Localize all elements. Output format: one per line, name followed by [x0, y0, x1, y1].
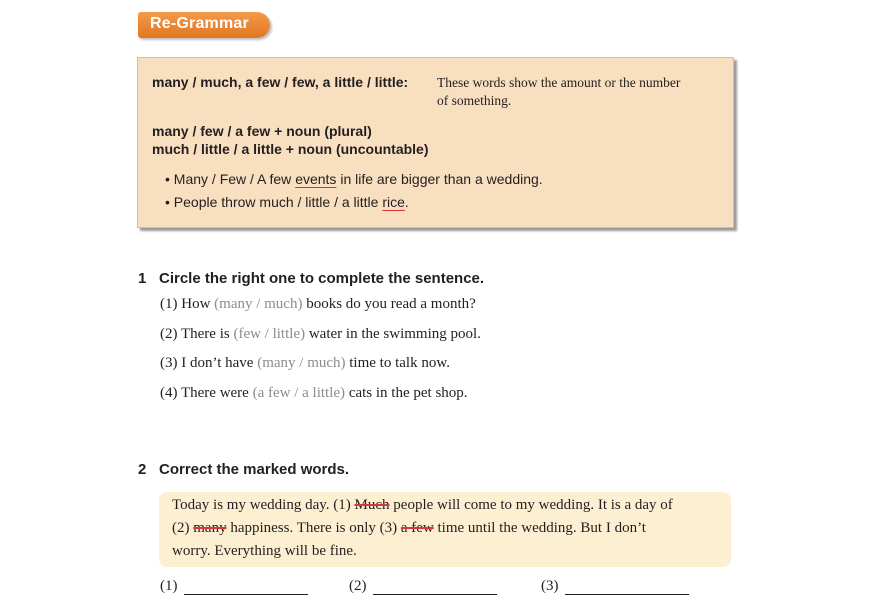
question-1-item: (3) I don’t have (many / much) time to talk now. — [160, 355, 450, 371]
question-2-number: 2 — [138, 461, 147, 478]
passage-line-3: worry. Everything will be fine. — [172, 543, 357, 559]
marked-word: many — [193, 520, 227, 536]
question-1-number: 1 — [138, 270, 147, 287]
answer-blank[interactable]: (3) — [541, 578, 689, 595]
passage-line-1: Today is my wedding day. (1) Much people will come to my wedding. It is a day of — [172, 497, 673, 513]
grammar-desc-line1: These words show the amount or the number — [437, 75, 681, 90]
section-tab-label: Re-Grammar — [150, 15, 249, 32]
question-1-item: (4) There were (a few / a little) cats in the pet shop. — [160, 385, 468, 401]
marked-word: a few — [400, 520, 434, 536]
grammar-example-1: • Many / Few / A few events in life are bigger than a wedding. — [165, 171, 543, 187]
question-1-title: Circle the right one to complete the sentence. — [159, 270, 485, 287]
marked-word: Much — [354, 497, 390, 513]
passage-box — [159, 492, 731, 567]
passage-line-2: (2) many happiness. There is only (3) a few time until the wedding. But I don’t — [172, 520, 646, 536]
grammar-heading: many / much, a few / few, a little / little: — [152, 74, 409, 90]
grammar-example-2: • People throw much / little / a little rice. — [165, 194, 409, 210]
answer-blank[interactable]: (1) — [160, 578, 308, 595]
choice-option[interactable]: (many / much) — [257, 355, 346, 371]
grammar-box — [137, 57, 734, 228]
grammar-desc-line2: of something. — [437, 93, 512, 108]
section-tab — [138, 12, 270, 38]
question-1-item: (1) How (many / much) books do you read a month? — [160, 296, 476, 312]
question-2-title: Correct the marked words. — [159, 461, 350, 478]
choice-option[interactable]: (many / much) — [214, 296, 303, 312]
answer-blank[interactable]: (2) — [349, 578, 497, 595]
grammar-rule-uncountable: much / little / a little + noun (uncountable) — [152, 141, 429, 157]
choice-option[interactable]: (few / little) — [233, 326, 306, 342]
grammar-rule-plural: many / few / a few + noun (plural) — [152, 123, 372, 139]
choice-option[interactable]: (a few / a little) — [252, 385, 346, 401]
question-1-item: (2) There is (few / little) water in the swimming pool. — [160, 326, 481, 342]
